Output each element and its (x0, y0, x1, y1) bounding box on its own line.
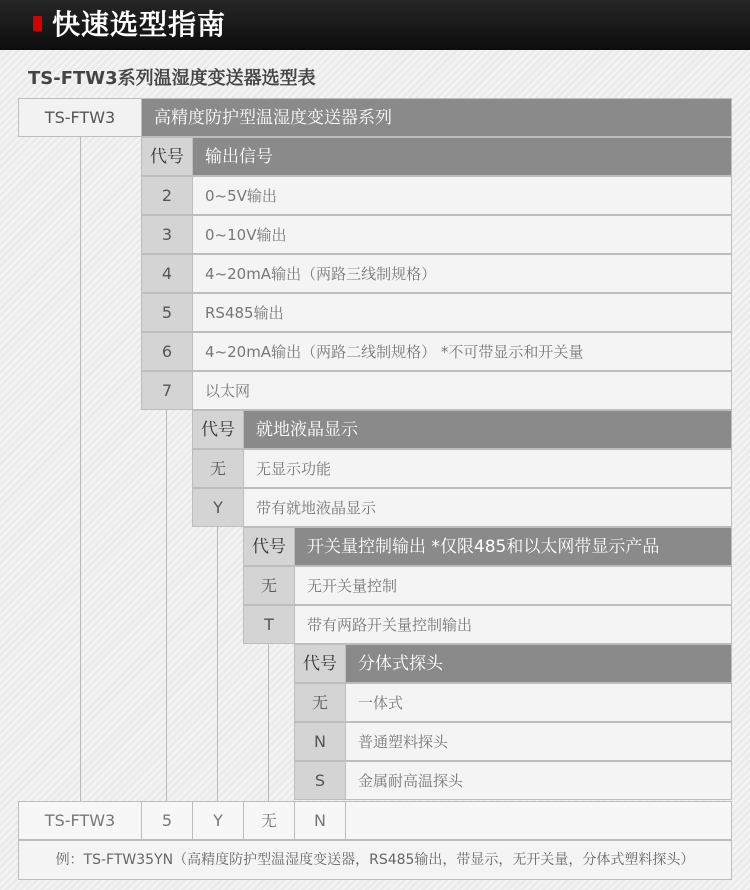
connector-line-switch (268, 644, 269, 801)
switch-desc-none: 无开关量控制 (294, 566, 732, 605)
output-code-5: 5 (141, 293, 193, 332)
example-probe-cell: N (294, 801, 346, 840)
output-desc-2: 0~5V输出 (192, 176, 732, 215)
page-title: 快速选型指南 (52, 8, 227, 41)
display-header: 就地液晶显示 (243, 410, 732, 449)
connector-line-output (166, 409, 167, 801)
probe-desc-s: 金属耐高温探头 (345, 761, 732, 800)
output-desc-3: 0~10V输出 (192, 215, 732, 254)
probe-code-n: N (294, 722, 346, 761)
probe-code-header: 代号 (294, 644, 346, 683)
output-code-3: 3 (141, 215, 193, 254)
switch-header: 开关量控制输出 *仅限485和以太网带显示产品 (294, 527, 732, 566)
table-subtitle: TS-FTW3系列温湿度变送器选型表 (28, 68, 316, 89)
display-code-y: Y (192, 488, 244, 527)
probe-desc-n: 普通塑料探头 (345, 722, 732, 761)
display-code-none: 无 (192, 449, 244, 488)
output-code-7: 7 (141, 371, 193, 410)
switch-code-t: T (243, 605, 295, 644)
switch-code-header: 代号 (243, 527, 295, 566)
probe-code-s: S (294, 761, 346, 800)
output-desc-5: RS485输出 (192, 293, 732, 332)
output-desc-7: 以太网 (192, 371, 732, 410)
switch-desc-t: 带有两路开关量控制输出 (294, 605, 732, 644)
output-code-header: 代号 (141, 137, 193, 176)
connector-line-model (80, 137, 81, 801)
example-output-cell: 5 (141, 801, 193, 840)
example-display-cell: Y (192, 801, 244, 840)
output-desc-6: 4~20mA输出（两路二线制规格） *不可带显示和开关量 (192, 332, 732, 371)
display-code-header: 代号 (192, 410, 244, 449)
output-code-2: 2 (141, 176, 193, 215)
example-description: 例：TS-FTW35YN（高精度防护型温湿度变送器，RS485输出，带显示，无开关量，分体式塑料探头） (18, 840, 732, 880)
connector-line-display (217, 527, 218, 801)
display-desc-y: 带有就地液晶显示 (243, 488, 732, 527)
header-accent-mark (33, 16, 42, 31)
example-switch-cell: 无 (243, 801, 295, 840)
model-code-cell: TS-FTW3 (18, 98, 142, 137)
output-signal-header: 输出信号 (192, 137, 732, 176)
display-desc-none: 无显示功能 (243, 449, 732, 488)
example-model-cell: TS-FTW3 (18, 801, 142, 840)
example-row-filler (345, 801, 732, 840)
probe-desc-none: 一体式 (345, 683, 732, 722)
switch-code-none: 无 (243, 566, 295, 605)
output-code-4: 4 (141, 254, 193, 293)
output-desc-4: 4~20mA输出（两路三线制规格） (192, 254, 732, 293)
output-code-6: 6 (141, 332, 193, 371)
probe-code-none: 无 (294, 683, 346, 722)
model-description-cell: 高精度防护型温湿度变送器系列 (141, 98, 732, 137)
probe-header: 分体式探头 (345, 644, 732, 683)
